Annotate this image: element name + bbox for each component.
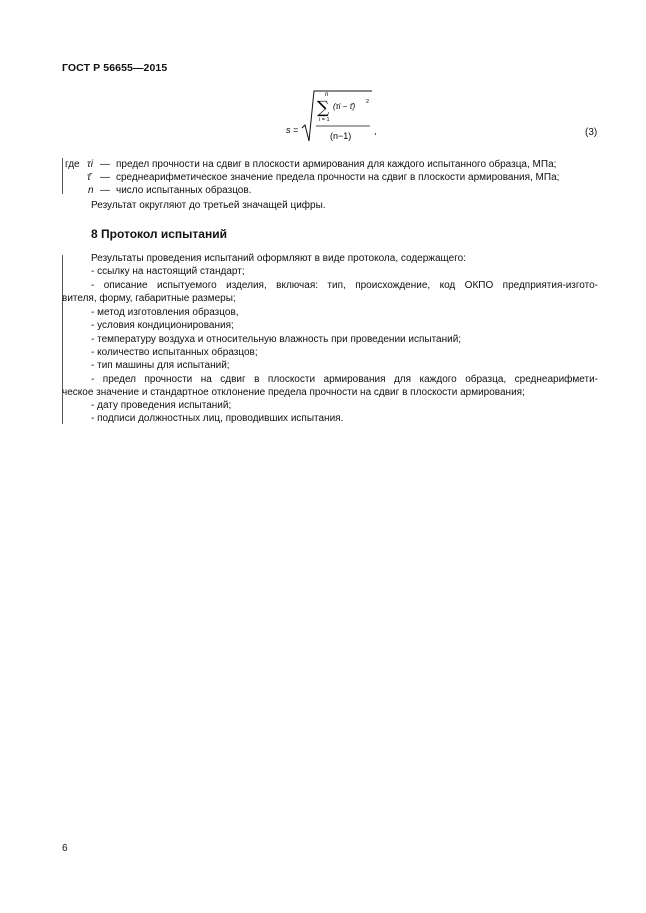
- where-symbol: n: [88, 185, 94, 196]
- list-item: - дату проведения испытаний;: [91, 400, 232, 411]
- list-item: - метод изготовления образцов,: [91, 307, 239, 318]
- list-item: - подписи должностных лиц, проводивших испытания.: [91, 413, 344, 424]
- list-item: - количество испытанных образцов;: [91, 347, 258, 358]
- denominator: (n−1): [330, 131, 352, 141]
- where-definition: число испытанных образцов.: [116, 185, 252, 196]
- list-item: - температуру воздуха и относительную влажность при проведении испытаний;: [91, 334, 462, 345]
- numerator-term: (τi − τ̄): [333, 102, 356, 111]
- list-item: - условия кондиционирования;: [91, 320, 234, 331]
- where-symbol: τi: [87, 159, 93, 170]
- where-dash: —: [100, 172, 110, 183]
- list-item-continuation: вителя, форму, габаритные размеры;: [62, 293, 236, 304]
- where-definition: среднеарифметическое значение предела прочности на сдвиг в плоскости армирования, МПа;: [116, 172, 560, 183]
- numerator-power: 2: [366, 99, 370, 105]
- list-item: - предел прочности на сдвиг в плоскости армирования для каждого образца, среднеарифмети-: [91, 374, 598, 385]
- list-item: - тип машины для испытаний;: [91, 360, 230, 371]
- document-header: ГОСТ Р 56655—2015: [62, 62, 168, 74]
- section-intro: Результаты проведения испытаний оформляют в виде протокола, содержащего:: [91, 253, 466, 264]
- where-symbol: τ̄: [87, 172, 91, 183]
- sum-symbol: ∑: [317, 98, 330, 118]
- list-item-continuation: ческое значение и стандартное отклонение предела прочности на сдвиг в плоскости армирования;: [62, 387, 525, 398]
- where-lead: где: [65, 159, 80, 170]
- where-dash: —: [100, 159, 110, 170]
- change-bar: [62, 158, 63, 194]
- equation-number: (3): [585, 127, 598, 138]
- formula-lhs: s =: [286, 125, 299, 135]
- result-rounding-note: Результат округляют до третьей значащей цифры.: [91, 200, 326, 211]
- formula-trailing-comma: ,: [374, 126, 377, 136]
- sum-upper-limit: n: [325, 92, 329, 98]
- where-definition: предел прочности на сдвиг в плоскости армирования для каждого испытанного образца, МПа;: [116, 159, 557, 170]
- list-item: - ссылку на настоящий стандарт;: [91, 266, 245, 277]
- list-item: - описание испытуемого изделия, включая: тип, происхождение, код ОКПО предприятия-изгото-: [91, 280, 598, 291]
- sum-lower-limit: i = 1: [319, 117, 330, 123]
- section-title: 8 Протокол испытаний: [91, 227, 227, 241]
- where-dash: —: [100, 185, 110, 196]
- formula-3: [286, 84, 386, 146]
- page-number: 6: [62, 843, 68, 854]
